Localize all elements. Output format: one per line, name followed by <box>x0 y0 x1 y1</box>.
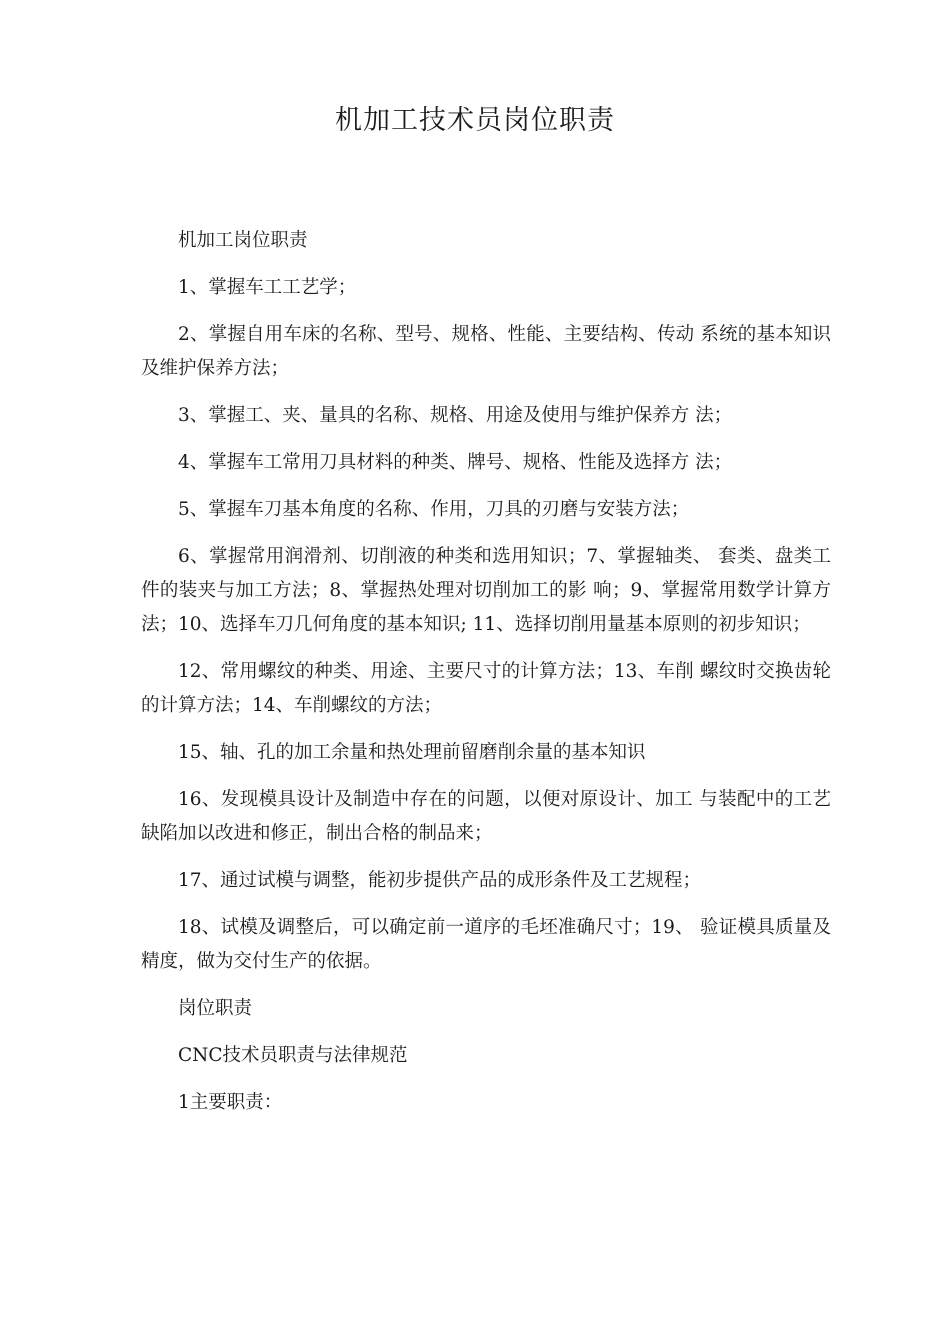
paragraph: 15、轴、孔的加工余量和热处理前留磨削余量的基本知识 <box>178 742 646 763</box>
paragraph: 12、常用螺纹的种类、用途、主要尺寸的计算方法；13、车削 螺纹时交换齿轮的计算方法；14、车削螺纹的方法； <box>141 661 831 716</box>
paragraph: 18、试模及调整后，可以确定前一道序的毛坯准确尺寸；19、 验证模具质量及精度，做为交付生产的依据。 <box>141 917 831 972</box>
section-heading: 机加工岗位职责 <box>178 230 308 251</box>
paragraph: 3、掌握工、夹、量具的名称、规格、用途及使用与维护保养方 法； <box>178 405 733 426</box>
paragraph: 1、掌握车工工艺学； <box>178 277 357 298</box>
paragraph: 6、掌握常用润滑剂、切削液的种类和选用知识；7、掌握轴类、 套类、盘类工件的装夹与加工方法；8、掌握热处理对切削加工的影 响；9、掌握常用数学计算方法；10、选择车刀几何角度的基本知识; 11、选择切削用量基本原则的初步知识； <box>141 546 831 635</box>
document-title: 机加工技术员岗位职责 <box>335 105 615 136</box>
section-heading: CNC技术员职责与法律规范 <box>178 1045 408 1066</box>
paragraph: 16、发现模具设计及制造中存在的问题，以便对原设计、加工 与装配中的工艺缺陷加以改进和修正，制出合格的制品来； <box>141 789 831 844</box>
section-heading: 岗位职责 <box>178 998 253 1019</box>
paragraph: 2、掌握自用车床的名称、型号、规格、性能、主要结构、传动 系统的基本知识及维护保养方法； <box>141 324 831 379</box>
paragraph: 4、掌握车工常用刀具材料的种类、牌号、规格、性能及选择方 法； <box>178 452 733 473</box>
paragraph: 5、掌握车刀基本角度的名称、作用，刀具的刃磨与安装方法； <box>178 499 690 520</box>
section-heading: 1主要职责： <box>178 1092 283 1113</box>
document-body <box>141 224 831 1133</box>
paragraph: 17、通过试模与调整，能初步提供产品的成形条件及工艺规程； <box>178 870 702 891</box>
